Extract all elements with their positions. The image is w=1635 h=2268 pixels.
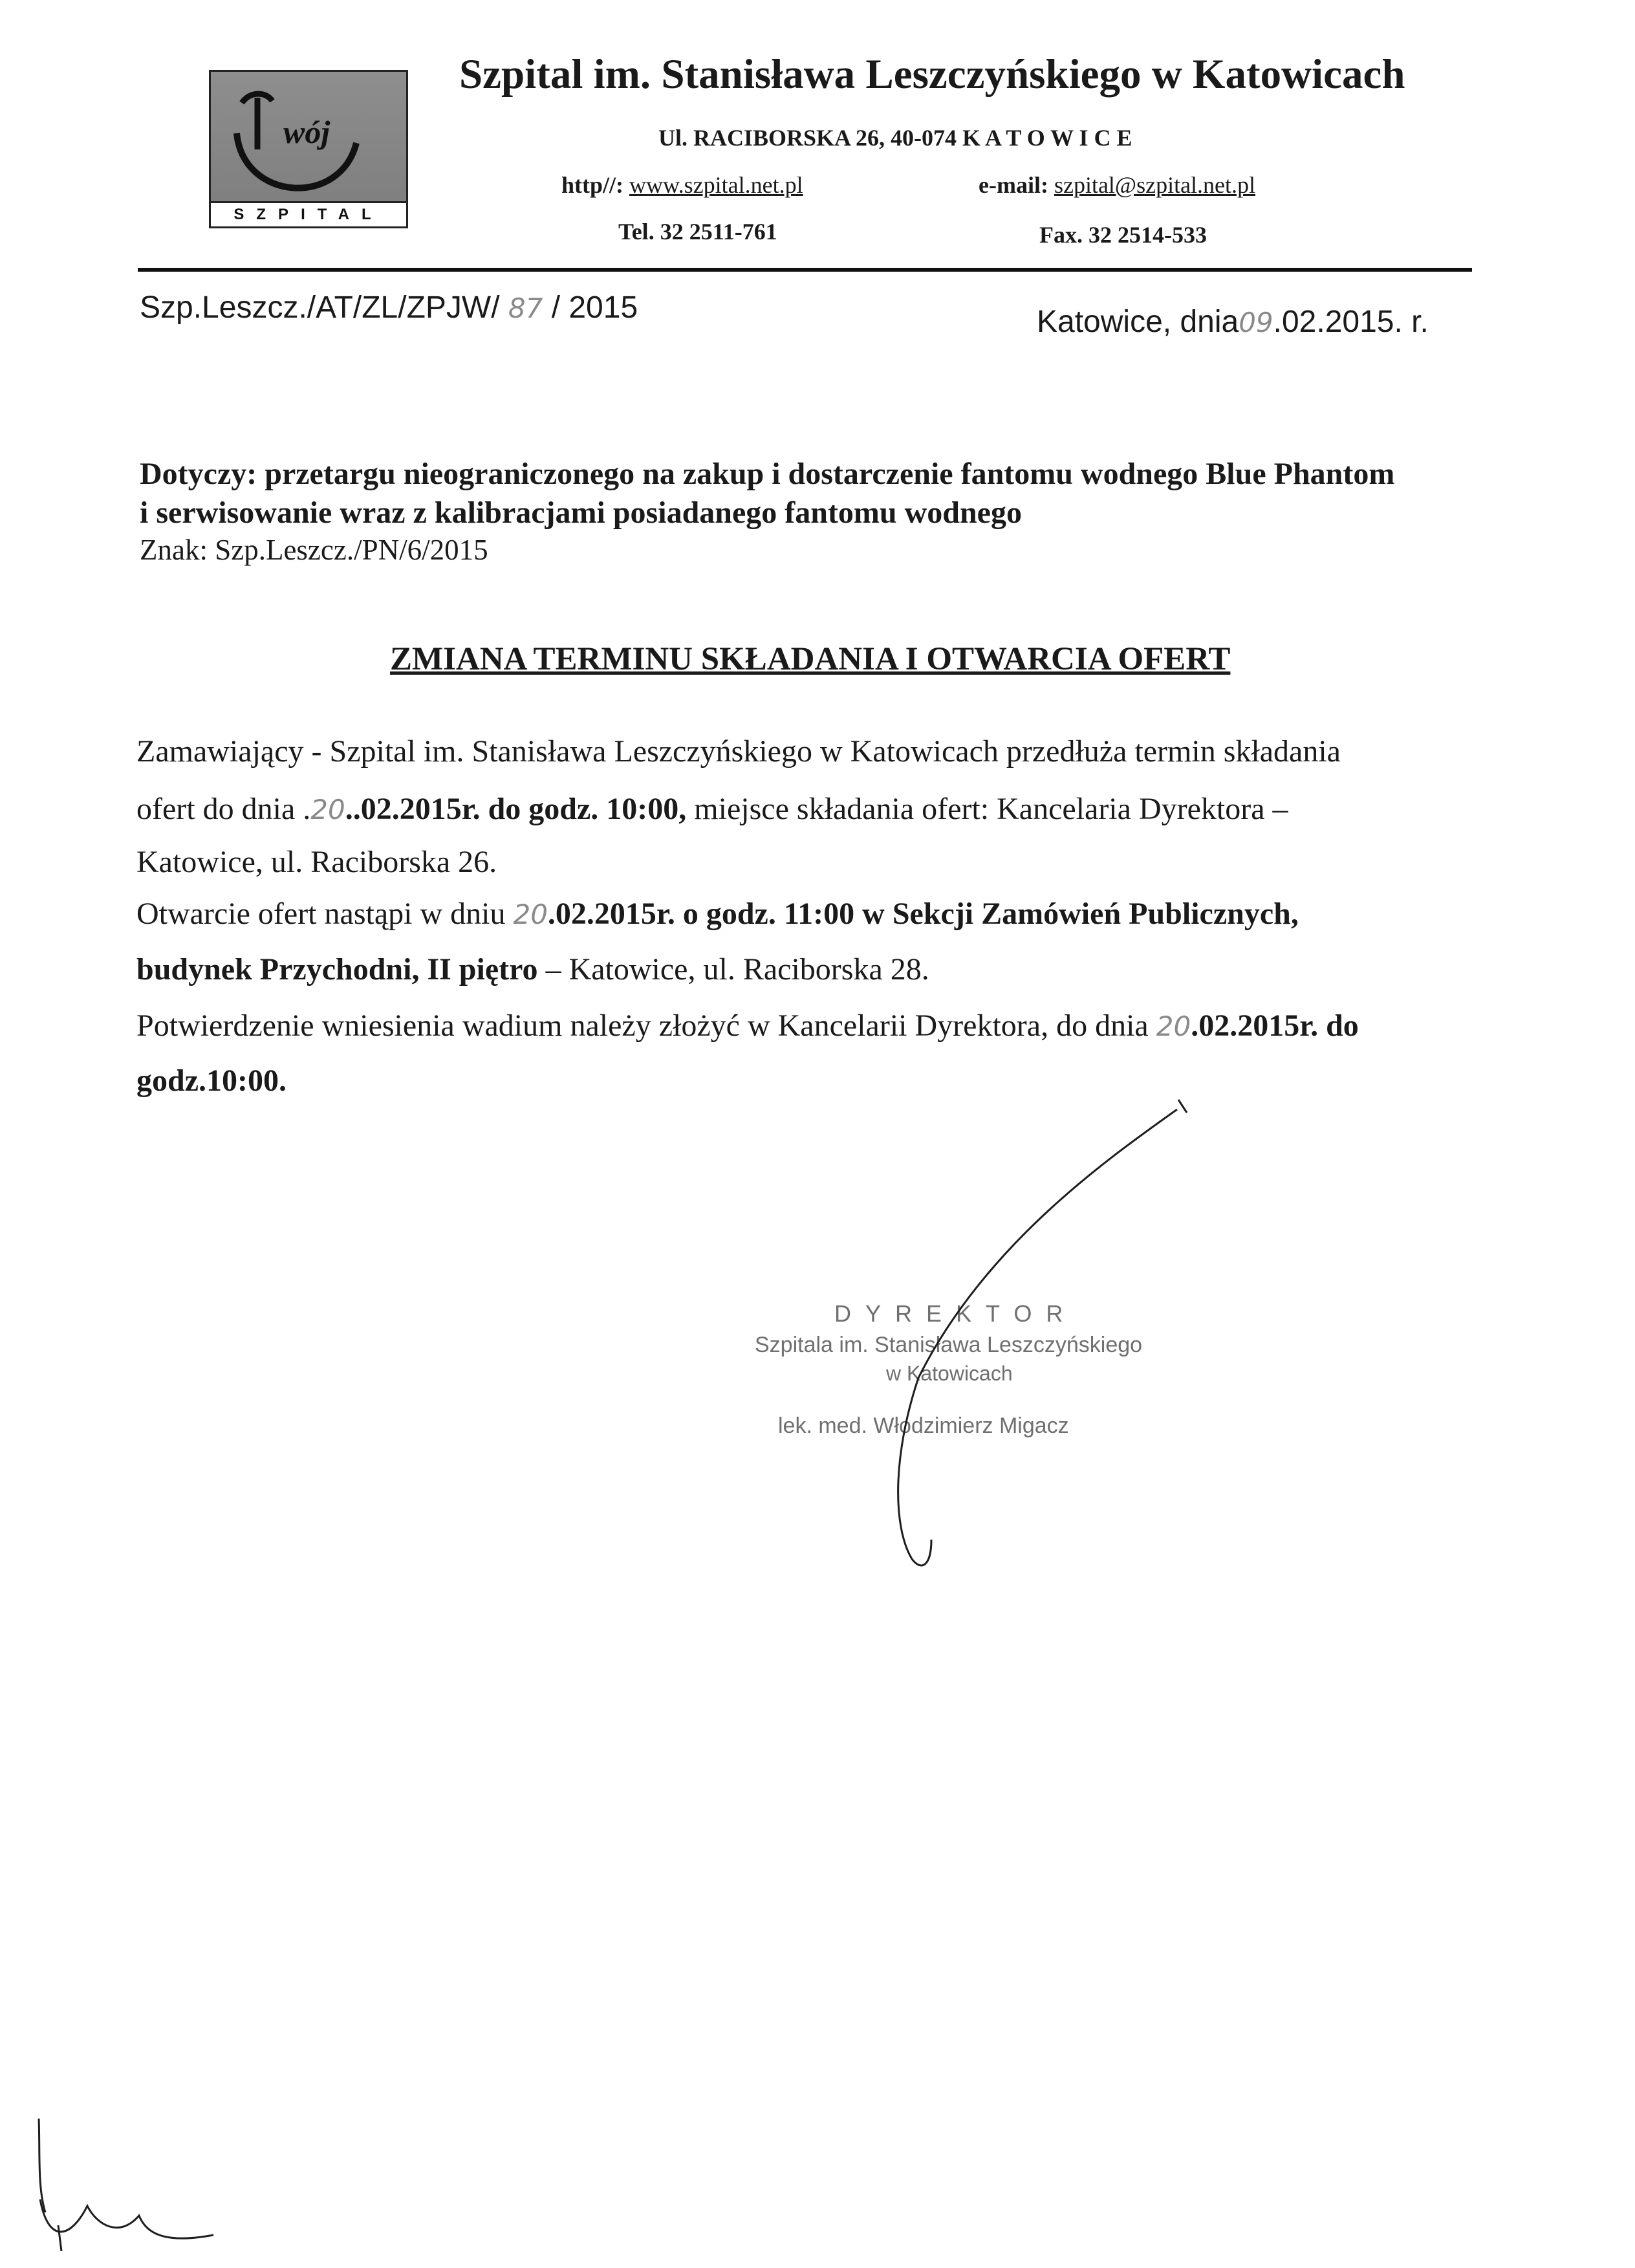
website-label: http//: bbox=[561, 172, 624, 198]
handwritten-day: 09 bbox=[1239, 307, 1273, 338]
email-link[interactable]: szpital@szpital.net.pl bbox=[1054, 172, 1256, 198]
opening-date: .02.2015r. o godz. 11:00 w Sekcji Zamówień Publicznych, bbox=[547, 897, 1299, 931]
fax-number: Fax. 32 2514-533 bbox=[1039, 222, 1207, 248]
stamp-title: DYREKTOR bbox=[834, 1300, 1077, 1327]
website-link[interactable]: www.szpital.net.pl bbox=[629, 172, 803, 198]
stamp-hospital: Szpitala im. Stanisława Leszczyńskiego bbox=[755, 1333, 1143, 1357]
handwritten-number: 87 bbox=[508, 292, 543, 324]
body-line-3: Katowice, ul. Raciborska 26. bbox=[136, 845, 497, 879]
subject-line-2: i serwisowanie wraz z kalibracjami posiadanego fantomu wodnego bbox=[140, 496, 1022, 530]
notice-heading: ZMIANA TERMINU SKŁADANIA I OTWARCIA OFERT bbox=[390, 641, 1231, 677]
phone-number: Tel. 32 2511-761 bbox=[618, 219, 777, 245]
stamp-director-name: lek. med. Włodzimierz Migacz bbox=[778, 1413, 1069, 1438]
hospital-name: Szpital im. Stanisława Leszczyńskiego w Katowicach bbox=[459, 51, 1405, 98]
initials-signature bbox=[39, 2119, 213, 2251]
deadline-date: ..02.2015r. do godz. 10:00, bbox=[345, 792, 687, 826]
reference-year: / 2015 bbox=[551, 290, 638, 325]
handwritten-day: 20 bbox=[310, 794, 345, 825]
building-location: budynek Przychodni, II piętro bbox=[136, 952, 538, 987]
deposit-date: .02.2015r. do bbox=[1191, 1009, 1359, 1043]
svg-text:wój: wój bbox=[283, 114, 330, 150]
case-mark: Znak: Szp.Leszcz./PN/6/2015 bbox=[140, 534, 488, 566]
email-label: e-mail: bbox=[979, 172, 1048, 198]
handwritten-day: 20 bbox=[1156, 1010, 1191, 1042]
subject-line-1: Dotyczy: przetargu nieograniczonego na zakup i dostarczenie fantomu wodnego Blue Phantom bbox=[140, 457, 1395, 491]
date-prefix: Katowice, dnia bbox=[1037, 305, 1239, 339]
logo-caption: SZPITAL bbox=[211, 201, 406, 226]
text-fragment: – Katowice, ul. Raciborska 28. bbox=[537, 952, 929, 987]
director-signature bbox=[898, 1100, 1187, 1565]
date-suffix: .02.2015. r. bbox=[1273, 305, 1429, 339]
text-fragment: Otwarcie ofert nastąpi w dniu bbox=[136, 897, 514, 931]
reference-prefix: Szp.Leszcz./AT/ZL/ZPJW/ bbox=[140, 290, 500, 325]
body-line-1: Zamawiający - Szpital im. Stanisława Leszczyńskiego w Katowicach przedłuża termin składania bbox=[136, 734, 1341, 769]
hospital-address: Ul. RACIBORSKA 26, 40-074 K A T O W I C E bbox=[658, 125, 1132, 151]
text-fragment: ofert do dnia . bbox=[136, 792, 311, 826]
text-fragment: miejsce składania ofert: Kancelaria Dyrektora – bbox=[686, 792, 1288, 826]
body-line-7: godz.10:00. bbox=[136, 1063, 287, 1098]
stamp-city: w Katowicach bbox=[886, 1362, 1013, 1385]
handwritten-day: 20 bbox=[513, 899, 548, 930]
text-fragment: Potwierdzenie wniesienia wadium należy złożyć w Kancelarii Dyrektora, do dnia bbox=[136, 1009, 1156, 1043]
